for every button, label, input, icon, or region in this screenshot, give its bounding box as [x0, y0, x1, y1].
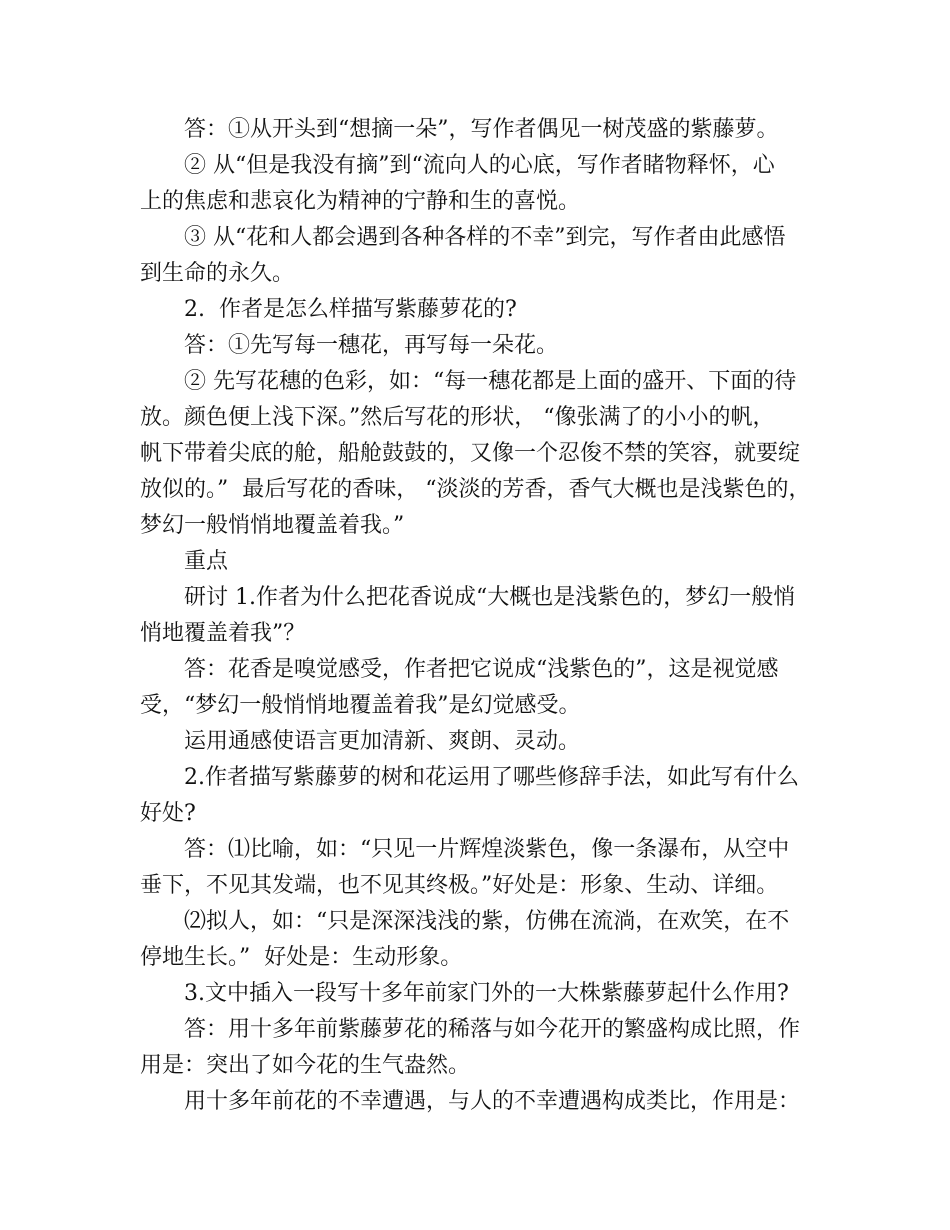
- text-line: 重点: [184, 549, 229, 574]
- text-line: ③ 从“花和人都会遇到各种各样的不幸”到完，写作者由此感悟: [184, 225, 786, 250]
- text-line: ② 先写花穗的色彩，如：“每一穗花都是上面的盛开、下面的待: [184, 369, 797, 394]
- text-line: 垂下，不见其发端，也不见其终极。”好处是：形象、生动、详细。: [140, 873, 779, 898]
- text-line: 放。颜色便上浅下深。”然后写花的形状， “像张满了的小小的帆，: [140, 405, 775, 430]
- text-line: 帆下带着尖底的舱，船舱鼓鼓的，又像一个忍俊不禁的笑容，就要绽: [140, 441, 801, 466]
- text-line: 好处?: [140, 801, 196, 826]
- text-line: 答：⑴比喻，如：“只见一片辉煌淡紫色，像一条瀑布，从空中: [184, 837, 790, 862]
- text-line: 梦幻一般悄悄地覆盖着我。”: [140, 513, 405, 538]
- text-line: 用十多年前花的不幸遭遇，与人的不幸遭遇构成类比，作用是：: [184, 1089, 801, 1114]
- text-line: 上的焦虑和悲哀化为精神的宁静和生的喜悦。: [140, 189, 581, 214]
- text-line: 到生命的永久。: [140, 261, 295, 286]
- document-body: [140, 112, 812, 1120]
- text-line: 答：花香是嗅觉感受，作者把它说成“浅紫色的”，这是视觉感: [184, 657, 779, 682]
- text-line: 受，“梦幻一般悄悄地覆盖着我”是幻觉感受。: [140, 693, 581, 718]
- text-line: 3.文中插入一段写十多年前家门外的一大株紫藤萝起什么作用?: [184, 981, 789, 1006]
- text-line: 答：①先写每一穗花，再写每一朵花。: [184, 333, 559, 358]
- text-line: 运用通感使语言更加清新、爽朗、灵动。: [184, 729, 581, 754]
- text-line: ② 从“但是我没有摘”到“流向人的心底，写作者睹物释怀，心: [184, 153, 775, 178]
- text-line: 悄地覆盖着我”？: [140, 621, 306, 646]
- text-line: 答：用十多年前紫藤萝花的稀落与如今花开的繁盛构成比照，作: [184, 1017, 801, 1042]
- text-line: 答：①从开头到“想摘一朵”，写作者偶见一树茂盛的紫藤萝。: [184, 117, 779, 142]
- text-line: 2.作者描写紫藤萝的树和花运用了哪些修辞手法，如此写有什么: [184, 765, 799, 790]
- text-line: 用是：突出了如今花的生气盎然。: [140, 1053, 471, 1078]
- text-line: ⑵拟人，如：“只是深深浅浅的紫，仿佛在流淌，在欢笑，在不: [184, 909, 790, 934]
- text-line: 2. 作者是怎么样描写紫藤萝花的?: [184, 297, 517, 322]
- text-line: 放似的。” 最后写花的香味， “淡淡的芳香，香气大概也是浅紫色的，: [140, 477, 811, 502]
- text-line: 研讨 1.作者为什么把花香说成“大概也是浅紫色的，梦幻一般悄: [184, 585, 796, 610]
- text-line: 停地生长。” 好处是：生动形象。: [140, 945, 463, 970]
